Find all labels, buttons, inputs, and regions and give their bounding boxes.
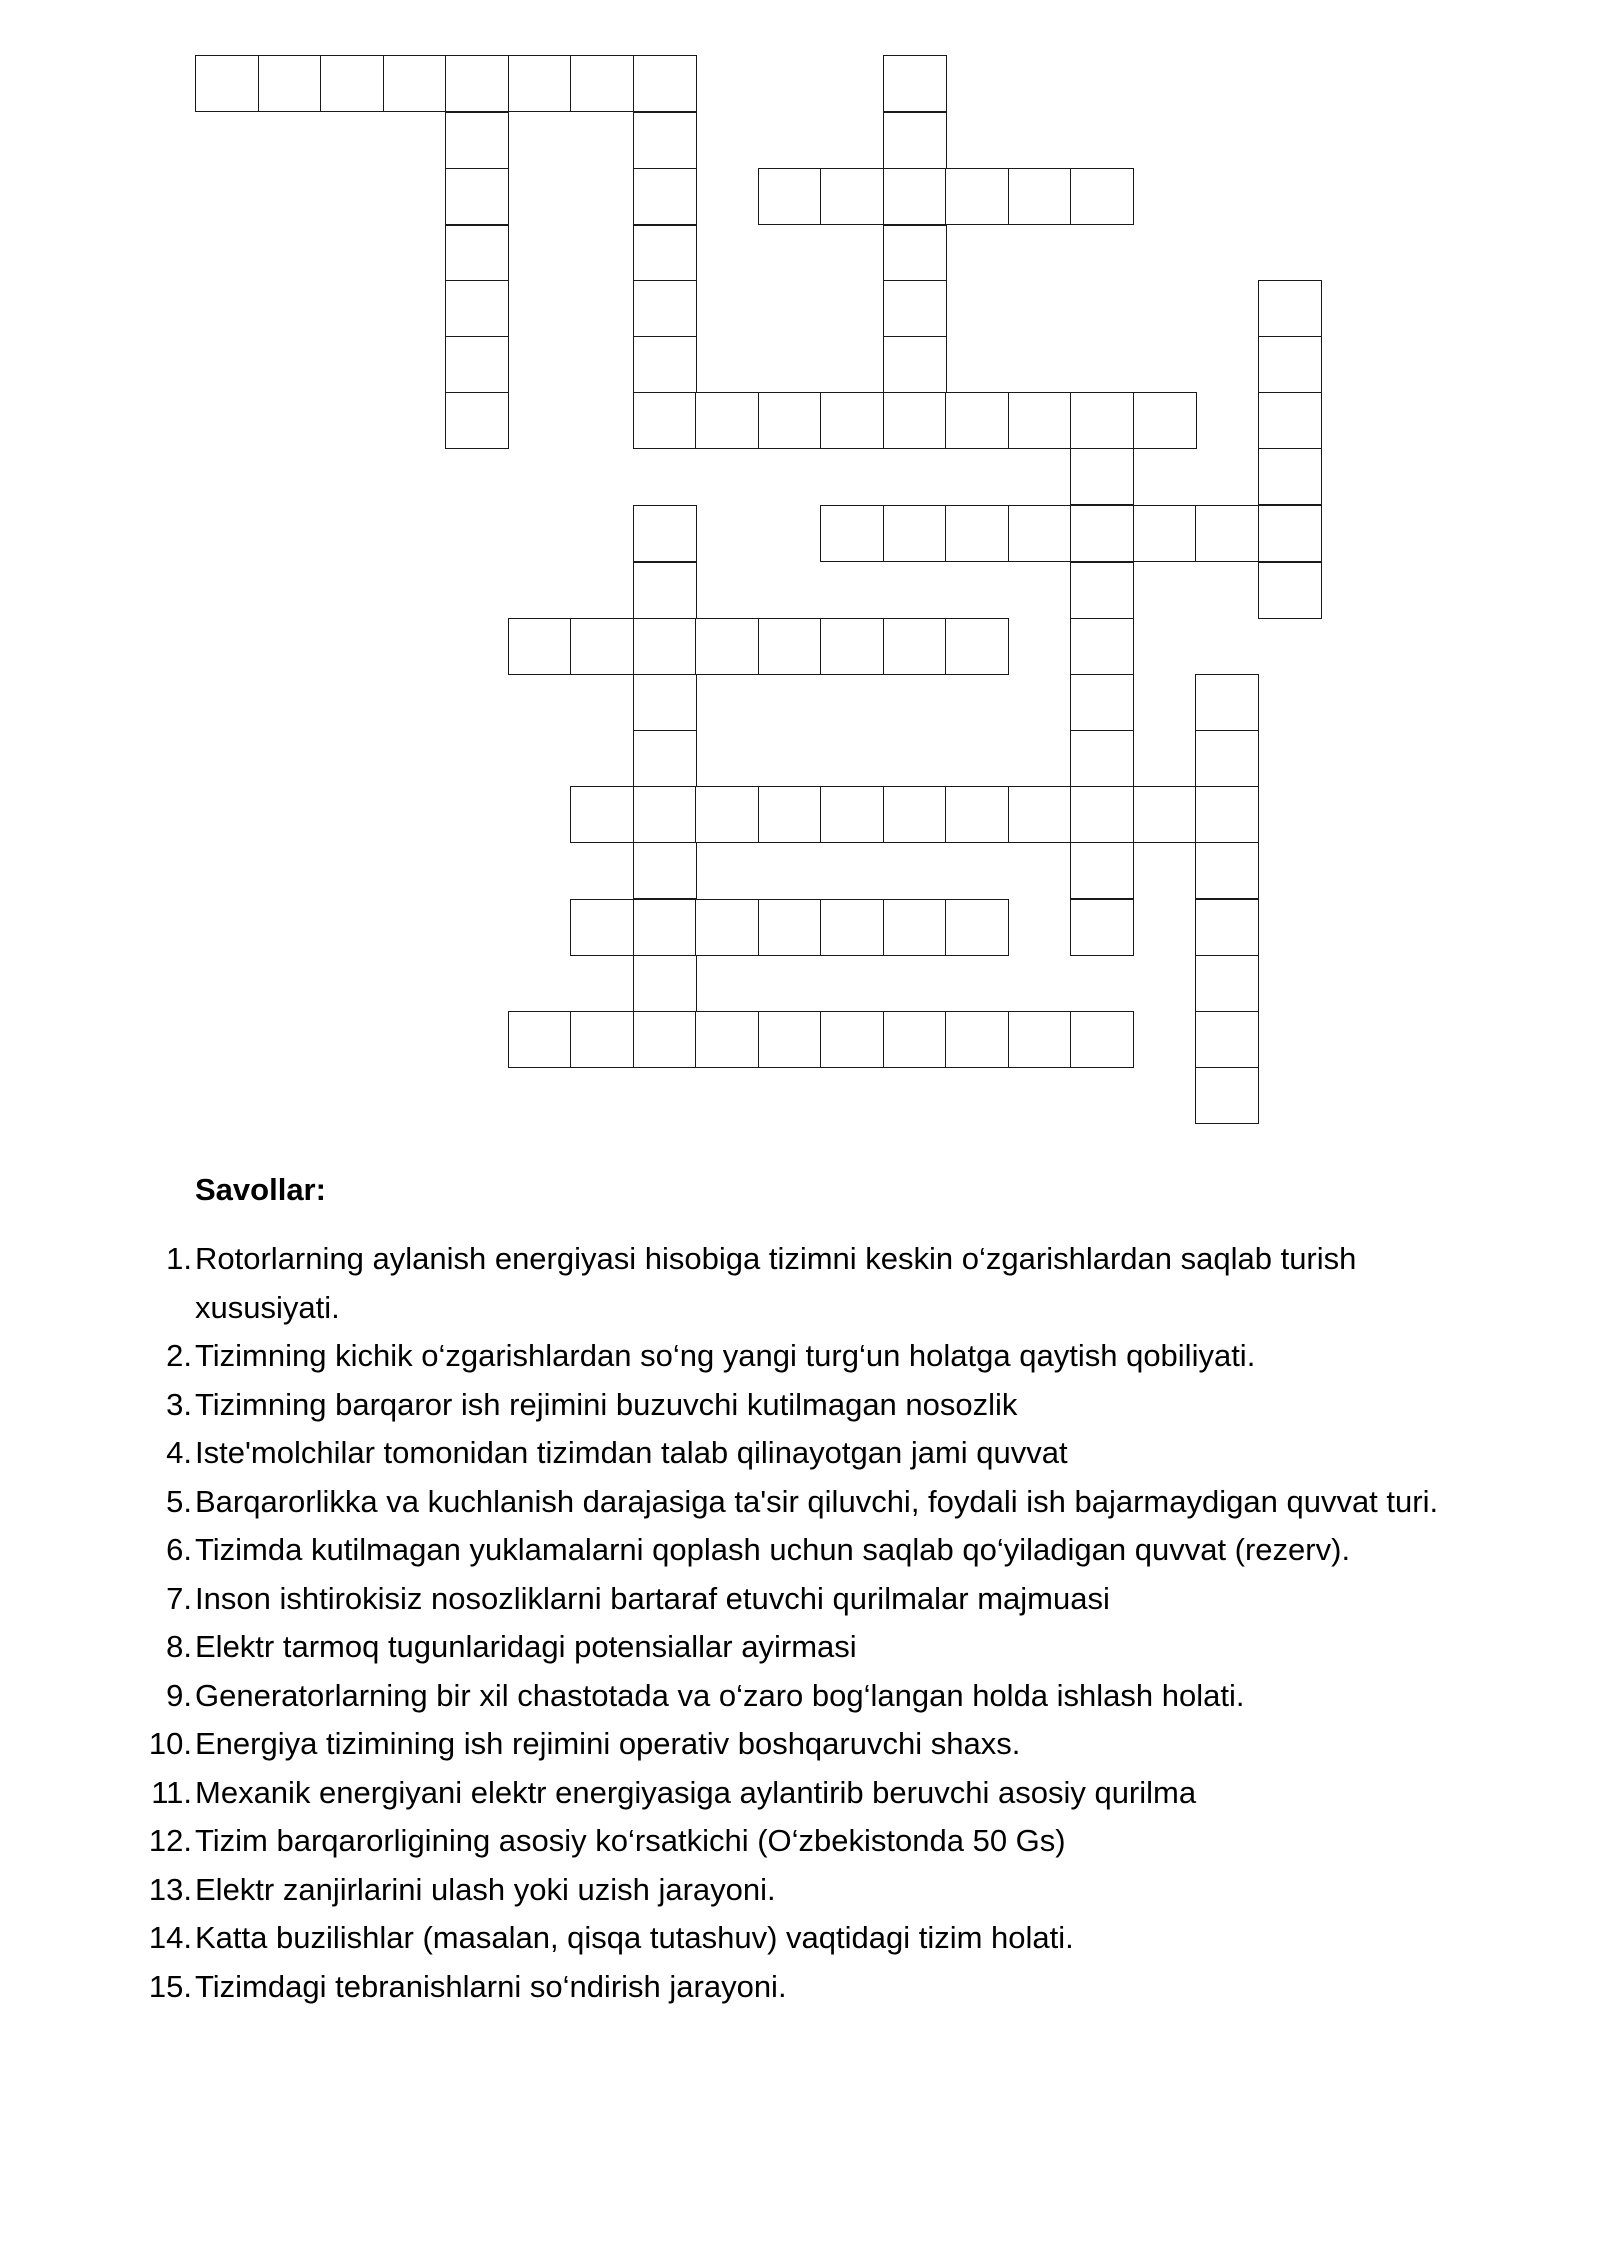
crossword-cell[interactable]: [945, 899, 1009, 956]
crossword-cell[interactable]: [633, 505, 697, 562]
crossword-cell[interactable]: [945, 1011, 1009, 1068]
crossword-cell[interactable]: [633, 280, 697, 337]
crossword-cell[interactable]: [820, 618, 884, 675]
crossword-cell[interactable]: [1008, 505, 1072, 562]
crossword-cell[interactable]: [445, 168, 509, 225]
crossword-cell[interactable]: [1195, 1067, 1259, 1124]
question-item: [0, 1332, 1500, 1381]
crossword-cell[interactable]: [758, 786, 822, 843]
crossword-cell[interactable]: [1195, 1011, 1259, 1068]
crossword-cell[interactable]: [1070, 1011, 1134, 1068]
crossword-cell[interactable]: [883, 392, 947, 449]
crossword-cell[interactable]: [1008, 168, 1072, 225]
crossword-cell[interactable]: [570, 899, 634, 956]
question-text: Tizim barqarorligining asosiy ko‘rsatkichi (O‘zbekistonda 50 Gs): [195, 1823, 1066, 1858]
question-number: 8.: [166, 1629, 192, 1664]
crossword-cell[interactable]: [1258, 336, 1322, 393]
crossword-cell[interactable]: [1070, 562, 1134, 619]
question-text: Tizimda kutilmagan yuklamalarni qoplash uchun saqlab qo‘yiladigan quvvat (rezerv).: [195, 1532, 1351, 1567]
crossword-cell[interactable]: [1070, 674, 1134, 731]
crossword-cell[interactable]: [1008, 392, 1072, 449]
crossword-cell[interactable]: [883, 1011, 947, 1068]
crossword-cell[interactable]: [1008, 1011, 1072, 1068]
crossword-cell[interactable]: [508, 618, 572, 675]
question-number: 9.: [166, 1677, 192, 1713]
crossword-cell[interactable]: [1258, 562, 1322, 619]
crossword-cell[interactable]: [758, 168, 822, 225]
crossword-cell[interactable]: [445, 392, 509, 449]
crossword-cell[interactable]: [633, 562, 697, 619]
crossword-cell[interactable]: [1258, 448, 1322, 505]
crossword-cell[interactable]: [883, 336, 947, 393]
crossword-cell[interactable]: [883, 280, 947, 337]
crossword-cell[interactable]: [445, 55, 509, 112]
crossword-cell[interactable]: [570, 786, 634, 843]
crossword-cell[interactable]: [633, 55, 697, 112]
question-text: Mexanik energiyani elektr energiyasiga aylantirib beruvchi asosiy qurilma: [195, 1774, 1197, 1810]
question-item: [0, 1623, 1500, 1672]
crossword-cell[interactable]: [1008, 786, 1072, 843]
crossword-cell[interactable]: [883, 618, 947, 675]
question-item: [0, 1817, 1500, 1866]
question-number: 2.: [166, 1338, 192, 1373]
crossword-cell[interactable]: [1195, 899, 1259, 956]
crossword-cell[interactable]: [758, 392, 822, 449]
question-item: [0, 1866, 1500, 1915]
crossword-cell[interactable]: [1195, 730, 1259, 787]
crossword-cell[interactable]: [1195, 786, 1259, 843]
crossword-cell[interactable]: [758, 1011, 822, 1068]
crossword-cell[interactable]: [883, 112, 947, 169]
crossword-cell[interactable]: [633, 336, 697, 393]
crossword-cell[interactable]: [570, 618, 634, 675]
crossword-cell[interactable]: [1133, 505, 1197, 562]
question-item: [0, 1769, 1500, 1818]
question-number: 13.: [148, 1871, 192, 1907]
question-number: 15.: [148, 1968, 192, 2004]
crossword-cell[interactable]: [883, 225, 947, 282]
crossword-cell[interactable]: [883, 786, 947, 843]
crossword-cell[interactable]: [758, 899, 822, 956]
crossword-cell[interactable]: [1133, 392, 1197, 449]
crossword-cell[interactable]: [445, 112, 509, 169]
crossword-cell[interactable]: [1258, 392, 1322, 449]
crossword-cell[interactable]: [695, 618, 759, 675]
question-item: [0, 1963, 1500, 2012]
crossword-cell[interactable]: [820, 505, 884, 562]
crossword-cell[interactable]: [445, 280, 509, 337]
crossword-cell[interactable]: [945, 392, 1009, 449]
crossword-cell[interactable]: [1070, 448, 1134, 505]
crossword-cell[interactable]: [695, 392, 759, 449]
crossword-cell[interactable]: [1070, 392, 1134, 449]
question-text: Elektr tarmoq tugunlaridagi potensiallar ayirmasi: [195, 1629, 857, 1664]
question-item: [0, 1478, 1500, 1527]
crossword-cell[interactable]: [1195, 505, 1259, 562]
question-number: 6.: [166, 1532, 192, 1567]
crossword-cell[interactable]: [1195, 955, 1259, 1012]
crossword-cell[interactable]: [1070, 786, 1134, 843]
crossword-cell[interactable]: [1258, 280, 1322, 337]
question-text: Tizimning barqaror ish rejimini buzuvchi kutilmagan nosozlik: [195, 1386, 1018, 1422]
crossword-cell[interactable]: [633, 168, 697, 225]
question-text: Inson ishtirokisiz nosozliklarni bartaraf etuvchi qurilmalar majmuasi: [195, 1580, 1110, 1616]
crossword-cell[interactable]: [633, 955, 697, 1012]
question-number: 1.: [166, 1241, 192, 1276]
crossword-cell[interactable]: [1070, 505, 1134, 562]
crossword-cell[interactable]: [383, 55, 447, 112]
crossword-cell[interactable]: [570, 55, 634, 112]
crossword-cell[interactable]: [883, 505, 947, 562]
crossword-cell[interactable]: [883, 899, 947, 956]
crossword-cell[interactable]: [633, 842, 697, 899]
question-number: 12.: [148, 1823, 192, 1858]
question-number: 4.: [166, 1435, 192, 1470]
crossword-cell[interactable]: [820, 168, 884, 225]
question-text: Katta buzilishlar (masalan, qisqa tutashuv) vaqtidagi tizim holati.: [195, 1920, 1074, 1955]
crossword-cell[interactable]: [1070, 168, 1134, 225]
question-text: Tizimning kichik o‘zgarishlardan so‘ng yangi turg‘un holatga qaytish qobiliyati.: [195, 1338, 1256, 1373]
questions-list: [0, 1235, 1500, 2011]
crossword-cell[interactable]: [508, 55, 572, 112]
question-text: Energiya tizimining ish rejimini operativ boshqaruvchi shaxs.: [195, 1726, 1021, 1761]
question-item: [0, 1235, 1500, 1332]
question-item: [0, 1672, 1500, 1721]
crossword-cell[interactable]: [320, 55, 384, 112]
question-text: Iste'molchilar tomonidan tizimdan talab qilinayotgan jami quvvat: [195, 1435, 1068, 1470]
crossword-cell[interactable]: [633, 786, 697, 843]
crossword-cell[interactable]: [820, 899, 884, 956]
crossword-cell[interactable]: [633, 730, 697, 787]
crossword-cell[interactable]: [633, 899, 697, 956]
crossword-cell[interactable]: [508, 1011, 572, 1068]
crossword-cell[interactable]: [633, 674, 697, 731]
crossword-cell[interactable]: [695, 786, 759, 843]
crossword-cell[interactable]: [1258, 505, 1322, 562]
questions-heading: Savollar:: [195, 1172, 326, 1207]
crossword-cell[interactable]: [1070, 730, 1134, 787]
question-item: [0, 1381, 1500, 1430]
crossword-cell[interactable]: [633, 618, 697, 675]
crossword-cell[interactable]: [195, 55, 259, 112]
crossword-cell[interactable]: [758, 618, 822, 675]
crossword-cell[interactable]: [1070, 842, 1134, 899]
crossword-cell[interactable]: [1070, 899, 1134, 956]
crossword-cell[interactable]: [1195, 842, 1259, 899]
question-item: [0, 1429, 1500, 1478]
crossword-cell[interactable]: [883, 55, 947, 112]
crossword-cell[interactable]: [945, 786, 1009, 843]
crossword-cell[interactable]: [633, 1011, 697, 1068]
question-number: 7.: [166, 1580, 192, 1616]
question-text: Elektr zanjirlarini ulash yoki uzish jarayoni.: [195, 1871, 776, 1907]
question-text: Rotorlarning aylanish energiyasi hisobiga tizimni keskin o‘zgarishlardan saqlab turish xususiyati.: [195, 1241, 1357, 1325]
question-number: 5.: [166, 1483, 192, 1519]
crossword-cell[interactable]: [1070, 618, 1134, 675]
crossword-cell[interactable]: [570, 1011, 634, 1068]
crossword-cell[interactable]: [820, 1011, 884, 1068]
crossword-cell[interactable]: [1195, 674, 1259, 731]
question-text: Tizimdagi tebranishlarni so‘ndirish jarayoni.: [195, 1968, 787, 2004]
question-item: [0, 1575, 1500, 1624]
question-text: Generatorlarning bir xil chastotada va o‘zaro bog‘langan holda ishlash holati.: [195, 1677, 1245, 1713]
crossword-cell[interactable]: [633, 112, 697, 169]
crossword-cell[interactable]: [633, 225, 697, 282]
question-number: 10.: [148, 1726, 192, 1761]
crossword-cell[interactable]: [820, 392, 884, 449]
question-text: Barqarorlikka va kuchlanish darajasiga ta'sir qiluvchi, foydali ish bajarmaydigan quvvat turi.: [195, 1483, 1439, 1519]
crossword-cell[interactable]: [258, 55, 322, 112]
crossword-cell[interactable]: [945, 618, 1009, 675]
crossword-cell[interactable]: [445, 336, 509, 393]
crossword-cell[interactable]: [695, 1011, 759, 1068]
crossword-cell[interactable]: [1133, 786, 1197, 843]
crossword-cell[interactable]: [695, 899, 759, 956]
crossword-cell[interactable]: [820, 786, 884, 843]
crossword-cell[interactable]: [445, 225, 509, 282]
crossword-cell[interactable]: [633, 392, 697, 449]
question-number: 11.: [151, 1774, 192, 1810]
question-item: [0, 1720, 1500, 1769]
question-number: 3.: [166, 1386, 192, 1422]
question-item: [0, 1526, 1500, 1575]
crossword-cell[interactable]: [945, 168, 1009, 225]
question-item: [0, 1914, 1500, 1963]
crossword-cell[interactable]: [945, 505, 1009, 562]
question-number: 14.: [148, 1920, 192, 1955]
crossword-cell[interactable]: [883, 168, 947, 225]
